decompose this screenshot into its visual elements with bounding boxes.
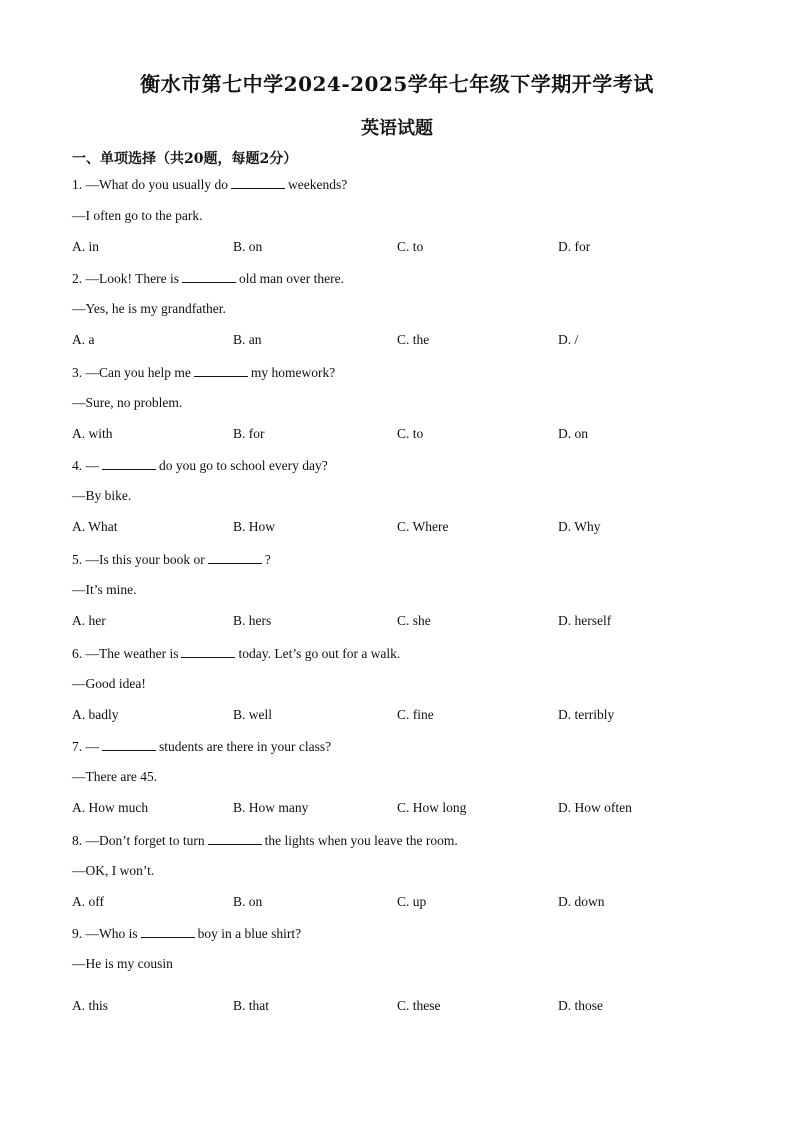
option-4-b: B. How: [233, 519, 276, 534]
section-heading: 一、单项选择（共20题，每题2分）: [72, 151, 298, 167]
option-6-c: C. fine: [397, 707, 434, 722]
option-1-b: B. on: [233, 239, 263, 254]
answer-blank: [208, 551, 262, 564]
question-text: 5. —Is this your book or: [72, 552, 205, 567]
answer-blank: [102, 738, 156, 751]
answer-blank: [141, 925, 195, 938]
option-4-c: C. Where: [397, 519, 449, 534]
reply-5: —It’s mine.: [72, 582, 137, 597]
question-text-after: do you go to school every day?: [159, 458, 328, 473]
option-7-c: C. How long: [397, 800, 467, 815]
reply-2: —Yes, he is my grandfather.: [72, 301, 226, 316]
reply-4: —By bike.: [72, 488, 132, 503]
answer-blank: [231, 176, 285, 189]
answer-blank: [194, 364, 248, 377]
question-text: 6. —The weather is: [72, 646, 179, 661]
answer-blank: [181, 645, 235, 658]
reply-7: —There are 45.: [72, 769, 158, 784]
reply-3: —Sure, no problem.: [72, 395, 183, 410]
question-text: 9. —Who is: [72, 926, 138, 941]
question-6: [72, 645, 400, 662]
question-5: [72, 551, 271, 568]
question-1: [72, 176, 347, 193]
option-6-b: B. well: [233, 707, 272, 722]
question-text: 4. —: [72, 458, 99, 473]
option-3-d: D. on: [558, 426, 588, 441]
question-text-after: ?: [264, 552, 271, 567]
exam-subtitle: 英语试题: [361, 118, 433, 139]
question-3: [72, 364, 335, 381]
reply-1: —I often go to the park.: [72, 208, 203, 223]
option-3-c: C. to: [397, 426, 424, 441]
option-5-d: D. herself: [558, 613, 612, 628]
option-9-b: B. that: [233, 998, 269, 1013]
question-text-after: today. Let’s go out for a walk.: [238, 646, 401, 661]
option-7-a: A. How much: [72, 800, 149, 815]
question-4: [72, 457, 328, 474]
option-1-c: C. to: [397, 239, 424, 254]
option-3-b: B. for: [233, 426, 265, 441]
option-6-d: D. terribly: [558, 707, 615, 722]
reply-8: —OK, I won’t.: [72, 863, 155, 878]
option-5-c: C. she: [397, 613, 431, 628]
option-5-a: A. her: [72, 613, 106, 628]
option-8-b: B. on: [233, 894, 263, 909]
question-text-after: my homework?: [250, 365, 336, 380]
option-9-a: A. this: [72, 998, 109, 1013]
question-text-after: boy in a blue shirt?: [197, 926, 302, 941]
answer-blank: [208, 832, 262, 845]
option-8-a: A. off: [72, 894, 104, 909]
option-2-b: B. an: [233, 332, 262, 347]
option-3-a: A. with: [72, 426, 113, 441]
question-text: 3. —Can you help me: [72, 365, 191, 380]
answer-blank: [182, 270, 236, 283]
option-1-d: D. for: [558, 239, 591, 254]
question-text: 7. —: [72, 739, 99, 754]
question-text-after: old man over there.: [238, 271, 344, 286]
option-8-d: D. down: [558, 894, 605, 909]
option-9-d: D. those: [558, 998, 603, 1013]
answer-blank: [102, 457, 156, 470]
question-7: [72, 738, 331, 755]
question-8: [72, 832, 458, 849]
option-7-b: B. How many: [233, 800, 309, 815]
question-text-after: students are there in your class?: [159, 739, 332, 754]
option-9-c: C. these: [397, 998, 441, 1013]
question-9: [72, 925, 301, 942]
reply-9: —He is my cousin: [72, 956, 173, 971]
question-text: 1. —What do you usually do: [72, 177, 228, 192]
option-2-d: D. /: [558, 332, 579, 347]
option-7-d: D. How often: [558, 800, 632, 815]
option-4-d: D. Why: [558, 519, 601, 534]
option-1-a: A. in: [72, 239, 99, 254]
option-4-a: A. What: [72, 519, 118, 534]
option-2-a: A. a: [72, 332, 95, 347]
question-2: [72, 270, 344, 287]
question-text-after: weekends?: [287, 177, 348, 192]
option-6-a: A. badly: [72, 707, 119, 722]
option-5-b: B. hers: [233, 613, 272, 628]
option-2-c: C. the: [397, 332, 430, 347]
question-text: 2. —Look! There is: [72, 271, 179, 286]
option-8-c: C. up: [397, 894, 427, 909]
exam-title: 衡水市第七中学2024-2025学年七年级下学期开学考试: [140, 72, 654, 96]
question-text: 8. —Don’t forget to turn: [72, 833, 205, 848]
reply-6: —Good idea!: [72, 676, 146, 691]
question-text-after: the lights when you leave the room.: [264, 833, 458, 848]
